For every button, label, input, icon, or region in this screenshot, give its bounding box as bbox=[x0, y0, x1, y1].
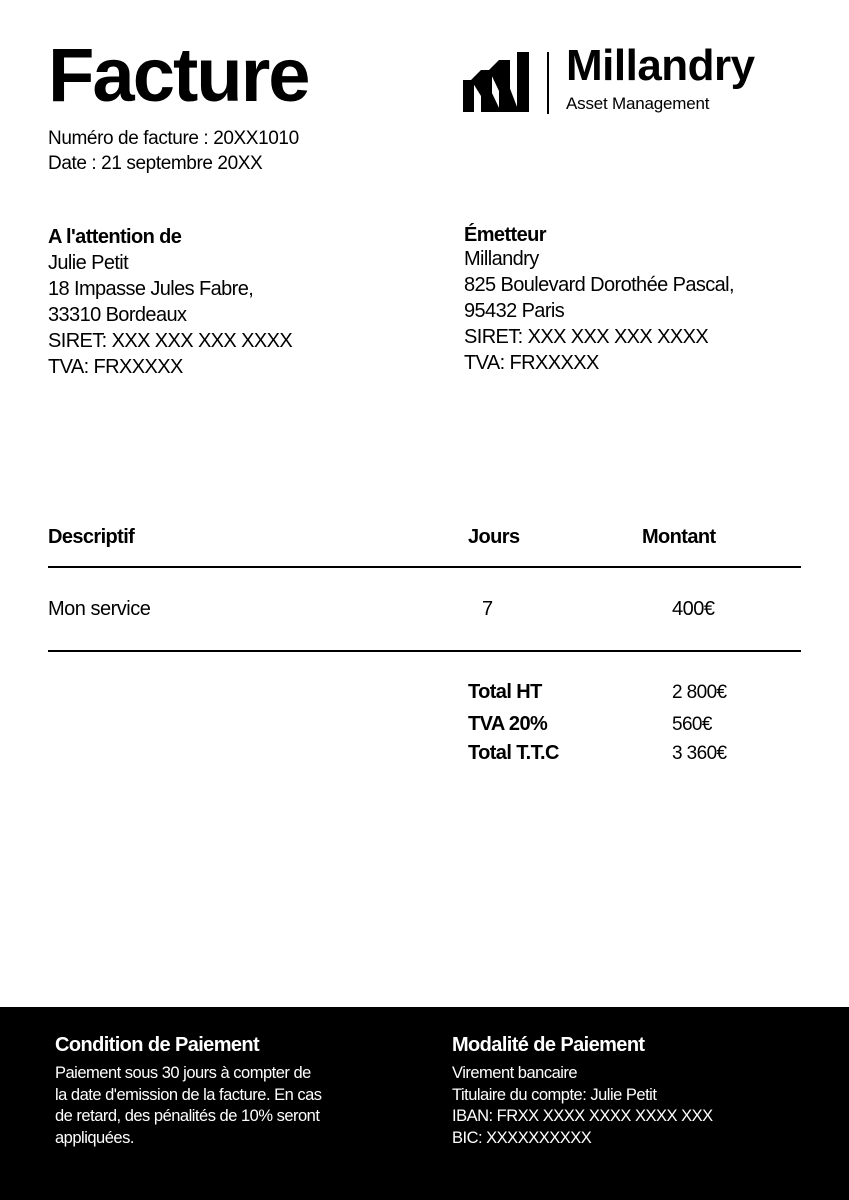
payment-conditions-line: la date d'emission de la facture. En cas bbox=[55, 1085, 322, 1104]
payment-method-line: BIC: XXXXXXXXXX bbox=[452, 1128, 592, 1147]
payment-conditions-text bbox=[55, 1063, 322, 1149]
payment-method-text bbox=[452, 1063, 713, 1149]
total-ht-value: 2 800€ bbox=[672, 682, 727, 703]
total-ht-label: Total HT bbox=[468, 681, 542, 703]
recipient-line: 18 Impasse Jules Fabre, bbox=[48, 278, 254, 300]
issuer-line: SIRET: XXX XXX XXX XXXX bbox=[464, 326, 709, 348]
invoice-date: Date : 21 septembre 20XX bbox=[48, 153, 263, 174]
row-amount: 400€ bbox=[672, 598, 715, 620]
invoice-meta bbox=[48, 126, 299, 176]
issuer-heading: Émetteur bbox=[464, 224, 546, 246]
total-ttc-value: 3 360€ bbox=[672, 743, 727, 764]
tva-label: TVA 20% bbox=[468, 713, 548, 735]
invoice-number: Numéro de facture : 20XX1010 bbox=[48, 128, 299, 149]
payment-conditions-heading: Condition de Paiement bbox=[55, 1034, 260, 1056]
logo-subtitle: Asset Management bbox=[566, 94, 710, 113]
payment-conditions-line: de retard, des pénalités de 10% seront bbox=[55, 1107, 320, 1125]
recipient-line: 33310 Bordeaux bbox=[48, 304, 187, 326]
payment-conditions-line: appliquées. bbox=[55, 1128, 134, 1147]
logo-name: Millandry bbox=[566, 41, 755, 90]
column-header-amount: Montant bbox=[642, 526, 716, 548]
payment-footer bbox=[0, 1007, 849, 1200]
column-header-description: Descriptif bbox=[48, 526, 135, 548]
invoice-title: Facture bbox=[48, 33, 309, 118]
total-ttc-label: Total T.T.C bbox=[468, 742, 559, 764]
payment-method-line: Titulaire du compte: Julie Petit bbox=[452, 1085, 657, 1104]
recipient-line: Julie Petit bbox=[48, 252, 129, 274]
issuer-line: TVA: FRXXXXX bbox=[464, 352, 599, 374]
recipient-block bbox=[48, 224, 292, 380]
payment-method-line: Virement bancaire bbox=[452, 1064, 578, 1082]
payment-method-heading: Modalité de Paiement bbox=[452, 1034, 645, 1056]
payment-conditions-line: Paiement sous 30 jours à compter de bbox=[55, 1064, 311, 1082]
issuer-line: 95432 Paris bbox=[464, 300, 565, 322]
table-footer-rule bbox=[48, 650, 801, 652]
column-header-days: Jours bbox=[468, 526, 520, 548]
table-header-rule bbox=[48, 566, 801, 568]
row-description: Mon service bbox=[48, 598, 151, 620]
tva-value: 560€ bbox=[672, 714, 712, 735]
logo-divider bbox=[547, 52, 549, 114]
recipient-line: SIRET: XXX XXX XXX XXXX bbox=[48, 330, 293, 352]
issuer-line: 825 Boulevard Dorothée Pascal, bbox=[464, 274, 734, 296]
bar-chart-logo-icon bbox=[463, 50, 533, 114]
issuer-block bbox=[464, 224, 734, 376]
recipient-heading: A l'attention de bbox=[48, 226, 182, 248]
recipient-line: TVA: FRXXXXX bbox=[48, 356, 183, 378]
row-days: 7 bbox=[482, 598, 493, 620]
issuer-line: Millandry bbox=[464, 248, 539, 270]
payment-method-line: IBAN: FRXX XXXX XXXX XXXX XXX bbox=[452, 1107, 713, 1125]
